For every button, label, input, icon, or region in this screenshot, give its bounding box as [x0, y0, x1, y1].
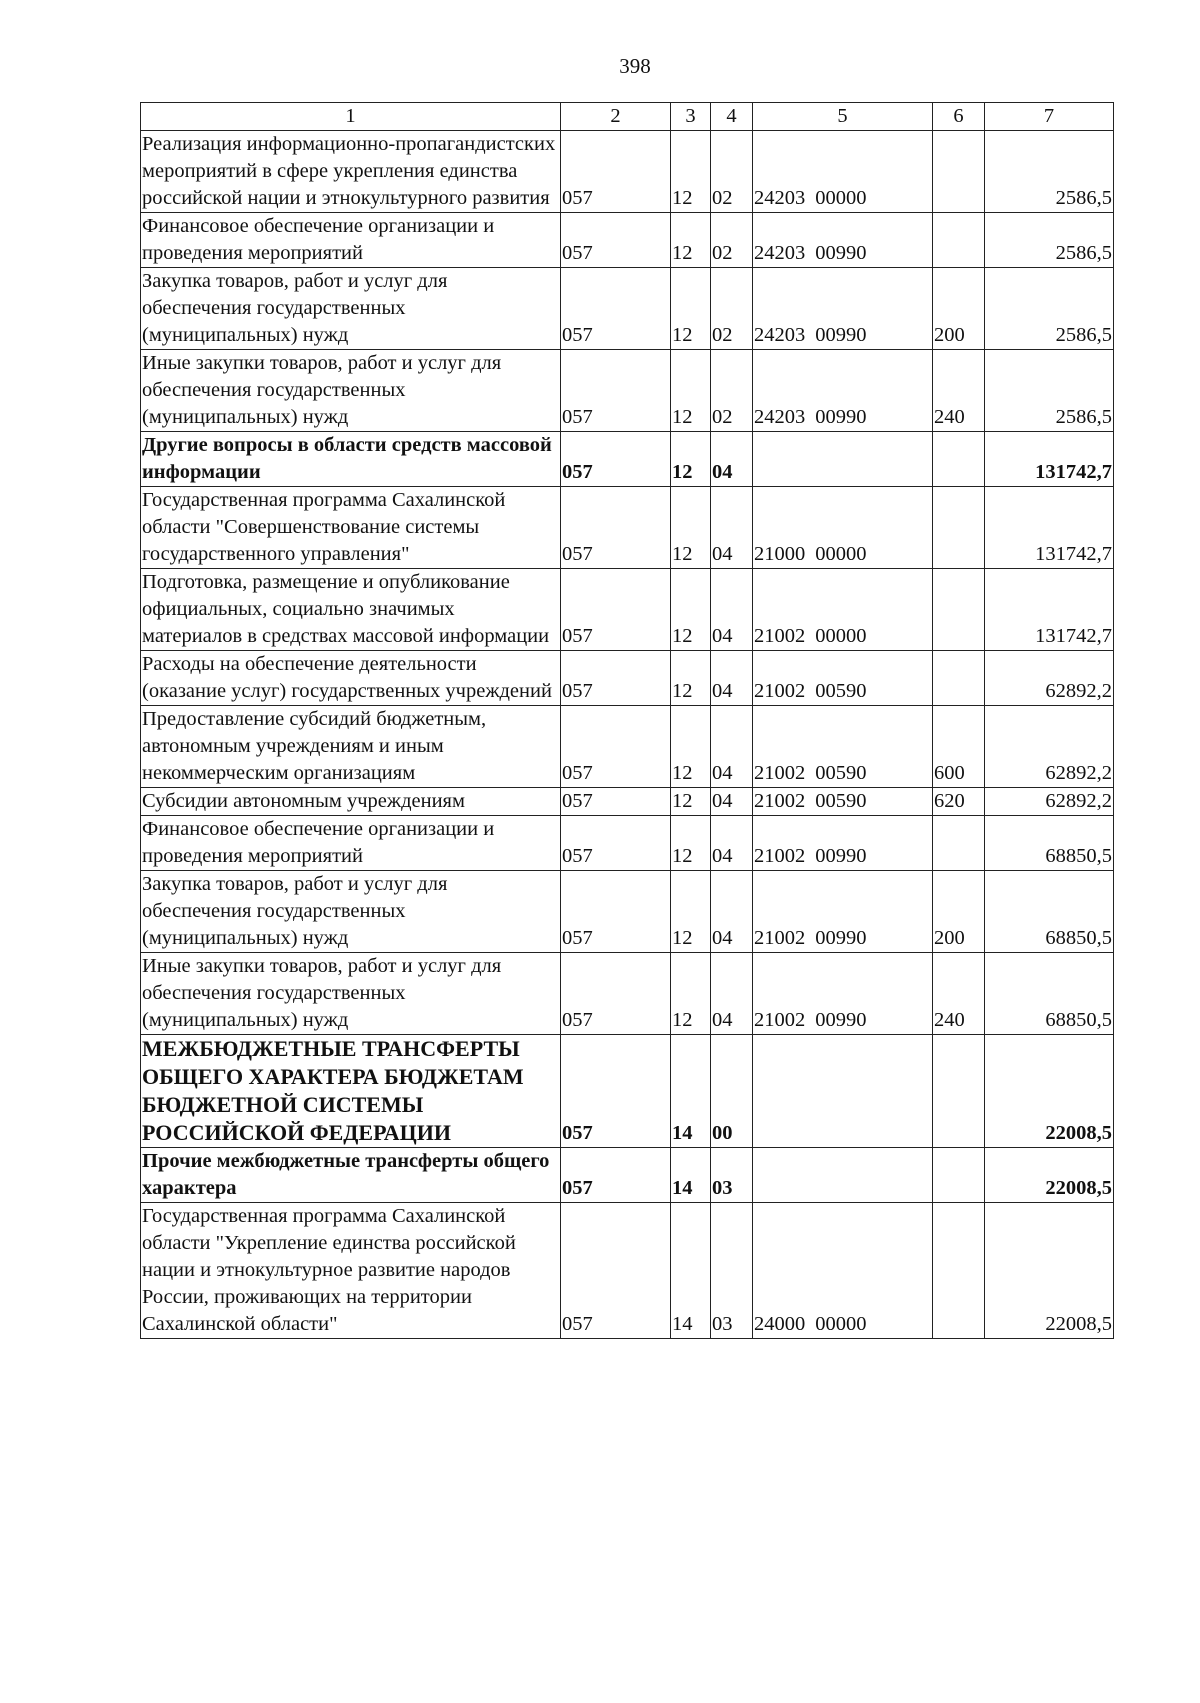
- table-body: [141, 131, 1114, 1339]
- target-article-part-b: 00590: [815, 790, 867, 812]
- row-target-article: [753, 1203, 933, 1339]
- table-row: [141, 268, 1114, 350]
- row-section-code: 12: [671, 569, 711, 651]
- row-amount: 2586,5: [985, 131, 1114, 213]
- row-subsection-code: 04: [711, 569, 753, 651]
- row-expense-type: [933, 432, 985, 487]
- row-ministry-code: 057: [561, 706, 671, 788]
- row-subsection-code: 00: [711, 1035, 753, 1148]
- row-subsection-code: 04: [711, 651, 753, 706]
- row-ministry-code: 057: [561, 816, 671, 871]
- row-subsection-code: 04: [711, 432, 753, 487]
- row-expense-type: [933, 651, 985, 706]
- row-expense-type: 600: [933, 706, 985, 788]
- row-amount: 2586,5: [985, 213, 1114, 268]
- row-name: Подготовка, размещение и опубликование официальных, социально значимых материалов в средствах массовой информации: [141, 569, 561, 651]
- row-amount: 22008,5: [985, 1148, 1114, 1203]
- row-subsection-code: 03: [711, 1203, 753, 1339]
- target-article-part-b: 00990: [815, 927, 867, 949]
- row-name: Финансовое обеспечение организации и проведения мероприятий: [141, 213, 561, 268]
- row-expense-type: [933, 1035, 985, 1148]
- row-ministry-code: 057: [561, 1148, 671, 1203]
- row-amount: 68850,5: [985, 871, 1114, 953]
- row-amount: 62892,2: [985, 788, 1114, 816]
- table-row: [141, 651, 1114, 706]
- row-expense-type: [933, 487, 985, 569]
- row-expense-type: [933, 816, 985, 871]
- row-section-code: 12: [671, 268, 711, 350]
- target-article-part-a: 21002: [754, 1009, 806, 1031]
- row-expense-type: [933, 569, 985, 651]
- row-name: Государственная программа Сахалинской области "Совершенствование системы государственного управления": [141, 487, 561, 569]
- target-article-part-b: 00990: [815, 845, 867, 867]
- row-target-article: [753, 569, 933, 651]
- row-ministry-code: 057: [561, 350, 671, 432]
- target-article-part-a: 24203: [754, 187, 806, 209]
- target-article-part-b: 00000: [815, 1313, 867, 1335]
- table-row: [141, 1035, 1114, 1148]
- row-expense-type: 240: [933, 953, 985, 1035]
- row-name: Финансовое обеспечение организации и проведения мероприятий: [141, 816, 561, 871]
- row-ministry-code: 057: [561, 871, 671, 953]
- table-row: [141, 788, 1114, 816]
- column-header: 3: [671, 103, 711, 131]
- table-row: [141, 1203, 1114, 1339]
- row-name: Государственная программа Сахалинской области "Укрепление единства российской нации и этнокультурное развитие народов России, проживающих на территории Сахалинской области": [141, 1203, 561, 1339]
- column-header: 2: [561, 103, 671, 131]
- target-article-part-a: 24203: [754, 324, 806, 346]
- row-subsection-code: 02: [711, 213, 753, 268]
- row-amount: 2586,5: [985, 350, 1114, 432]
- table-row: [141, 953, 1114, 1035]
- target-article-part-a: 21002: [754, 762, 806, 784]
- target-article-part-a: 21002: [754, 845, 806, 867]
- row-section-code: 12: [671, 651, 711, 706]
- row-target-article: [753, 131, 933, 213]
- header-row: [141, 103, 1114, 131]
- row-subsection-code: 04: [711, 953, 753, 1035]
- row-amount: 22008,5: [985, 1203, 1114, 1339]
- target-article-part-b: 00990: [815, 1009, 867, 1031]
- row-name: Закупка товаров, работ и услуг для обеспечения государственных (муниципальных) нужд: [141, 871, 561, 953]
- row-subsection-code: 04: [711, 816, 753, 871]
- row-subsection-code: 04: [711, 706, 753, 788]
- row-expense-type: 240: [933, 350, 985, 432]
- row-ministry-code: 057: [561, 1035, 671, 1148]
- table-row: [141, 706, 1114, 788]
- row-subsection-code: 02: [711, 131, 753, 213]
- table-row: [141, 871, 1114, 953]
- target-article-part-b: 00000: [815, 187, 867, 209]
- row-name: МЕЖБЮДЖЕТНЫЕ ТРАНСФЕРТЫ ОБЩЕГО ХАРАКТЕРА БЮДЖЕТАМ БЮДЖЕТНОЙ СИСТЕМЫ РОССИЙСКОЙ ФЕДЕРАЦИИ: [141, 1035, 561, 1148]
- row-subsection-code: 03: [711, 1148, 753, 1203]
- row-ministry-code: 057: [561, 788, 671, 816]
- row-target-article: [753, 816, 933, 871]
- row-name: Расходы на обеспечение деятельности (оказание услуг) государственных учреждений: [141, 651, 561, 706]
- row-ministry-code: 057: [561, 432, 671, 487]
- row-expense-type: 200: [933, 871, 985, 953]
- target-article-part-a: 24000: [754, 1313, 806, 1335]
- row-expense-type: [933, 1203, 985, 1339]
- row-ministry-code: 057: [561, 953, 671, 1035]
- row-target-article: [753, 350, 933, 432]
- row-target-article: [753, 651, 933, 706]
- row-target-article: [753, 213, 933, 268]
- target-article-part-a: 21002: [754, 625, 806, 647]
- target-article-part-a: 21002: [754, 790, 806, 812]
- target-article-part-a: 21002: [754, 927, 806, 949]
- row-ministry-code: 057: [561, 651, 671, 706]
- row-section-code: 12: [671, 706, 711, 788]
- row-target-article: [753, 432, 933, 487]
- row-section-code: 12: [671, 788, 711, 816]
- row-section-code: 12: [671, 131, 711, 213]
- target-article-part-a: 24203: [754, 406, 806, 428]
- table-row: [141, 213, 1114, 268]
- row-target-article: [753, 1035, 933, 1148]
- column-header: 7: [985, 103, 1114, 131]
- row-expense-type: [933, 1148, 985, 1203]
- row-expense-type: 620: [933, 788, 985, 816]
- row-amount: 22008,5: [985, 1035, 1114, 1148]
- row-section-code: 14: [671, 1148, 711, 1203]
- table-row: [141, 350, 1114, 432]
- page-number: 398: [619, 54, 651, 78]
- row-section-code: 12: [671, 350, 711, 432]
- column-header: 6: [933, 103, 985, 131]
- row-section-code: 14: [671, 1203, 711, 1339]
- row-expense-type: 200: [933, 268, 985, 350]
- row-target-article: [753, 487, 933, 569]
- row-ministry-code: 057: [561, 487, 671, 569]
- target-article-part-a: 21000: [754, 543, 806, 565]
- row-amount: 131742,7: [985, 487, 1114, 569]
- row-subsection-code: 02: [711, 350, 753, 432]
- table-row: [141, 131, 1114, 213]
- row-name: Предоставление субсидий бюджетным, автономным учреждениям и иным некоммерческим организациям: [141, 706, 561, 788]
- target-article-part-b: 00000: [815, 625, 867, 647]
- row-ministry-code: 057: [561, 268, 671, 350]
- row-name: Другие вопросы в области средств массовой информации: [141, 432, 561, 487]
- target-article-part-b: 00990: [815, 242, 867, 264]
- target-article-part-b: 00990: [815, 324, 867, 346]
- row-section-code: 12: [671, 487, 711, 569]
- table-row: [141, 816, 1114, 871]
- row-name: Прочие межбюджетные трансферты общего характера: [141, 1148, 561, 1203]
- row-amount: 131742,7: [985, 569, 1114, 651]
- row-subsection-code: 04: [711, 487, 753, 569]
- row-amount: 68850,5: [985, 953, 1114, 1035]
- table-row: [141, 432, 1114, 487]
- table-row: [141, 1148, 1114, 1203]
- budget-table: [140, 102, 1114, 1339]
- target-article-part-a: 21002: [754, 680, 806, 702]
- column-header: 5: [753, 103, 933, 131]
- row-target-article: [753, 706, 933, 788]
- column-header: 4: [711, 103, 753, 131]
- row-name: Закупка товаров, работ и услуг для обеспечения государственных (муниципальных) нужд: [141, 268, 561, 350]
- column-header: 1: [141, 103, 561, 131]
- target-article-part-b: 00590: [815, 680, 867, 702]
- row-target-article: [753, 788, 933, 816]
- row-expense-type: [933, 131, 985, 213]
- row-subsection-code: 04: [711, 788, 753, 816]
- row-section-code: 12: [671, 953, 711, 1035]
- row-target-article: [753, 268, 933, 350]
- row-ministry-code: 057: [561, 1203, 671, 1339]
- row-section-code: 12: [671, 816, 711, 871]
- row-amount: 2586,5: [985, 268, 1114, 350]
- row-name: Реализация информационно-пропагандистских мероприятий в сфере укрепления единства российской нации и этнокультурного развития: [141, 131, 561, 213]
- target-article-part-b: 00990: [815, 406, 867, 428]
- row-section-code: 12: [671, 432, 711, 487]
- row-amount: 62892,2: [985, 706, 1114, 788]
- row-ministry-code: 057: [561, 569, 671, 651]
- row-target-article: [753, 953, 933, 1035]
- row-expense-type: [933, 213, 985, 268]
- row-target-article: [753, 871, 933, 953]
- table-row: [141, 569, 1114, 651]
- row-name: Субсидии автономным учреждениям: [141, 788, 561, 816]
- target-article-part-a: 24203: [754, 242, 806, 264]
- row-amount: 62892,2: [985, 651, 1114, 706]
- row-subsection-code: 02: [711, 268, 753, 350]
- row-ministry-code: 057: [561, 213, 671, 268]
- row-ministry-code: 057: [561, 131, 671, 213]
- row-target-article: [753, 1148, 933, 1203]
- row-amount: 68850,5: [985, 816, 1114, 871]
- row-subsection-code: 04: [711, 871, 753, 953]
- row-name: Иные закупки товаров, работ и услуг для обеспечения государственных (муниципальных) нужд: [141, 953, 561, 1035]
- table-row: [141, 487, 1114, 569]
- target-article-part-b: 00590: [815, 762, 867, 784]
- row-section-code: 12: [671, 871, 711, 953]
- target-article-part-b: 00000: [815, 543, 867, 565]
- row-section-code: 12: [671, 213, 711, 268]
- row-name: Иные закупки товаров, работ и услуг для обеспечения государственных (муниципальных) нужд: [141, 350, 561, 432]
- row-section-code: 14: [671, 1035, 711, 1148]
- row-amount: 131742,7: [985, 432, 1114, 487]
